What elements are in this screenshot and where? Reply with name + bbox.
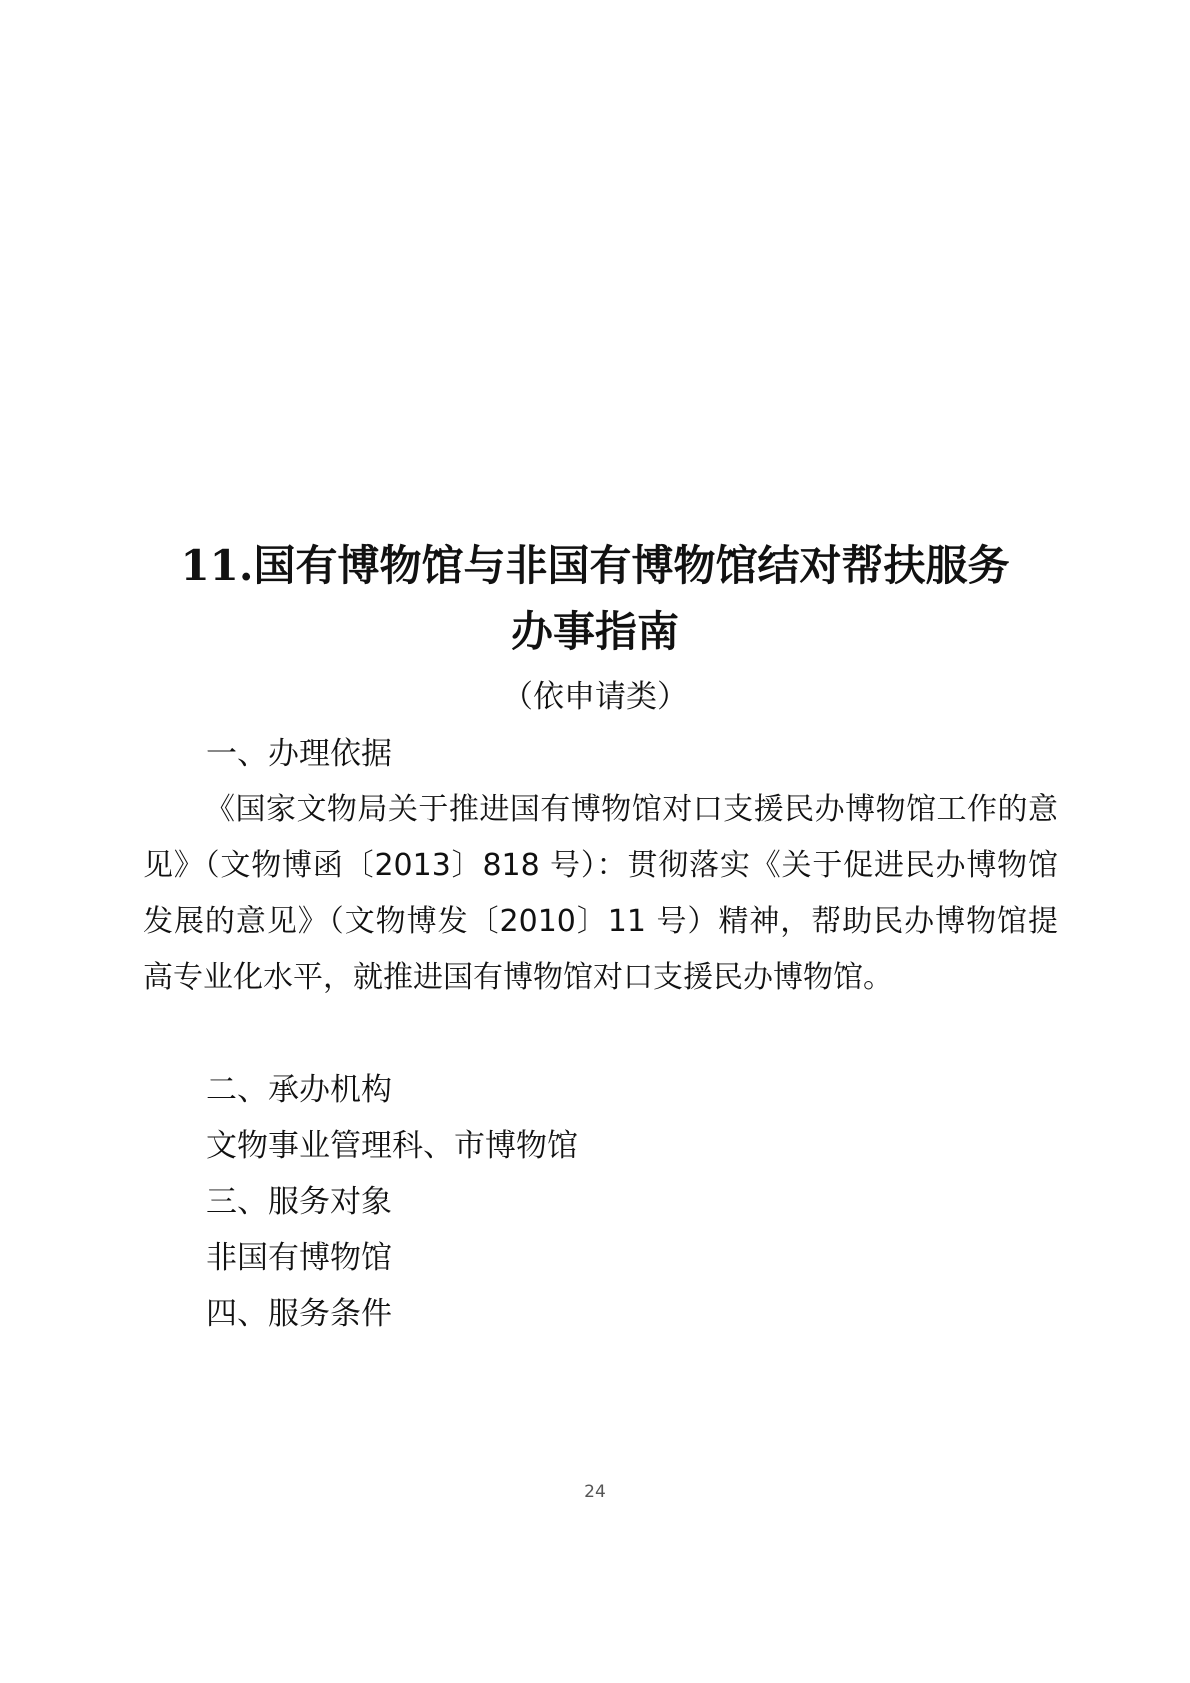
section-heading-target: 三、服务对象 <box>206 1184 392 1220</box>
section-content-basis: 《国家文物局关于推进国有博物馆对口支援民办博物馆工作的意见》（文物博函〔2013〕818 号）：贯彻落实《关于促进民办博物馆发展的意见》（文物博发〔2010〕11 号）精神，帮助民办博物馆提高专业化水平，就推进国有博物馆对口支援民办博物馆。 <box>143 792 1058 995</box>
document-title-line-1: 11.国有博物馆与非国有博物馆结对帮扶服务 <box>180 541 1010 590</box>
section-content-agency: 文物事业管理科、市博物馆 <box>206 1128 578 1164</box>
document-subtitle: （依申请类） <box>502 679 688 715</box>
section-heading-conditions: 四、服务条件 <box>206 1296 392 1332</box>
section-heading-basis: 一、办理依据 <box>206 736 392 772</box>
section-content-target: 非国有博物馆 <box>206 1240 392 1276</box>
section-heading-agency: 二、承办机构 <box>206 1072 392 1108</box>
page-number: 24 <box>584 1482 606 1502</box>
document-title-line-2: 办事指南 <box>510 607 679 656</box>
